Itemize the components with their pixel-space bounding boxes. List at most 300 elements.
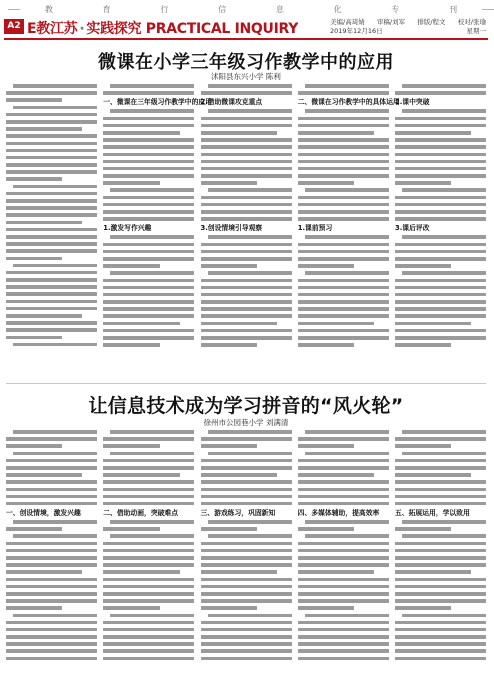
page-header [0,0,492,42]
section-heading: 2.课中突破 [395,98,430,107]
text-line [6,459,97,463]
text-line [208,452,292,456]
text-line [110,452,194,456]
text-line [402,520,486,524]
text-line [103,488,194,492]
text-line [103,657,194,661]
text-line [402,109,486,113]
text-line [298,635,389,639]
text-line [6,621,97,625]
text-line [110,235,194,239]
meta-reviewer: 审稿/刘军 [376,18,406,26]
text-line [13,430,97,434]
text-line [395,542,486,546]
text-line [201,502,292,506]
text-line [201,495,292,499]
text-line [298,131,374,135]
text-line [103,300,194,304]
text-line [6,300,97,304]
text-line [201,160,292,164]
text-line [395,145,486,149]
text-line [6,91,97,95]
text-line [298,250,389,254]
text-line [6,488,97,492]
text-line [305,109,389,113]
text-line [103,444,159,448]
text-line [395,563,486,567]
banner-char: 教 [44,5,53,14]
banner-char: 行 [160,5,169,14]
text-line [6,437,97,441]
text-line [6,336,62,340]
text-line [201,649,292,653]
article1-column [103,84,212,380]
text-line [201,196,292,200]
section-heading: 3.课后评改 [395,224,430,233]
text-line [201,480,292,484]
text-line [395,495,486,499]
text-line [6,495,97,499]
text-line [298,257,389,261]
text-line [6,235,97,239]
text-line [298,621,389,625]
text-line [103,480,194,484]
text-line [201,336,292,340]
text-line [395,160,486,164]
text-line [6,98,62,102]
text-line [103,473,179,477]
text-line [103,570,179,574]
text-line [6,328,97,332]
section-heading: 三、游戏练习，巩固新知 [200,509,276,518]
text-line [201,174,292,178]
text-line [103,649,194,653]
text-line [103,286,194,290]
text-line [395,549,486,553]
article2-column [103,430,194,686]
text-line [201,167,292,171]
text-line [298,657,389,661]
text-line [6,466,97,470]
text-line [6,192,97,196]
text-line [6,163,97,167]
section-heading: 四、多媒体辅助，提高效率 [297,509,380,518]
text-line [298,599,389,603]
text-line [201,488,292,492]
text-line [298,210,389,214]
text-line [395,257,486,261]
text-line [298,649,389,653]
text-line [395,592,486,596]
text-line [395,642,486,646]
text-line [395,556,486,560]
text-line [298,542,389,546]
text-line [201,300,292,304]
text-line [305,235,389,239]
text-line [103,628,194,632]
text-line [13,452,97,456]
text-line [395,480,486,484]
text-line [6,142,97,146]
text-line [298,153,389,157]
text-line [103,437,194,441]
text-line [6,127,82,131]
text-line [395,167,486,171]
text-line [103,153,194,157]
text-line [103,181,159,185]
page-number-badge: A2 [4,19,24,34]
text-line [103,174,194,178]
banner-char: 育 [102,5,111,14]
text-line [6,635,97,639]
text-line [395,300,486,304]
header-row [0,17,492,37]
text-line [298,527,354,531]
text-line [305,188,389,192]
text-line [201,322,277,326]
text-line [103,250,194,254]
text-line [6,199,97,203]
text-line [395,329,486,333]
text-line [395,250,486,254]
text-line [103,167,194,171]
text-line [6,657,97,661]
text-line [395,286,486,290]
text-line [395,466,486,470]
section-heading: 二、借助动画，突破难点 [103,509,179,518]
text-line [395,437,486,441]
text-line [103,495,194,499]
text-line [103,635,194,639]
section-name-en: PRACTICAL INQUIRY [145,21,299,37]
banner-char: 信 [218,5,227,14]
text-line [298,217,389,221]
text-line [298,549,389,553]
text-line [6,444,62,448]
text-line [6,170,97,174]
text-line [103,329,194,333]
text-line [201,329,292,333]
text-line [110,614,194,618]
text-line [103,293,194,297]
text-line [6,585,97,589]
article2-column [298,430,389,686]
text-line [201,257,292,261]
text-line [402,534,486,538]
text-line [201,606,257,610]
text-line [201,473,277,477]
text-line [208,520,292,524]
text-line [201,556,292,560]
text-line [6,149,97,153]
text-line [298,300,389,304]
text-line [298,167,389,171]
text-line [6,599,97,603]
text-line [6,177,62,181]
text-line [6,592,97,596]
text-line [395,217,486,221]
text-line [13,614,97,618]
text-line [201,549,292,553]
text-line [110,520,194,524]
text-line [201,131,277,135]
text-line [6,221,82,225]
text-line [201,437,292,441]
text-line [208,109,292,113]
text-line [298,592,389,596]
text-line [201,210,292,214]
text-line [395,657,486,661]
article1-body [6,84,486,380]
text-line [201,599,292,603]
text-line [395,293,486,297]
text-line [201,293,292,297]
text-line [305,520,389,524]
text-line [103,257,194,261]
text-line [103,599,194,603]
text-line [298,336,389,340]
text-line [103,210,194,214]
article2-column [395,430,486,686]
text-line [201,279,292,283]
text-line [6,321,97,325]
text-line [201,138,292,142]
section-heading: 2.借助微课攻克重点 [200,98,263,107]
text-line [201,203,292,207]
text-line [6,249,97,253]
text-line [395,599,486,603]
text-line [103,314,194,318]
text-line [103,585,194,589]
article1-column [201,84,292,380]
text-line [6,120,97,124]
section-name-cn: 实践探究 [86,21,142,37]
banner-char: 化 [333,5,342,14]
text-line [103,336,194,340]
text-line [201,527,257,531]
text-line [298,502,389,506]
text-line [6,542,97,546]
text-line [298,174,389,178]
text-line [6,134,97,138]
text-line [201,466,292,470]
text-line [103,322,179,326]
text-line [305,534,389,538]
text-line [298,181,354,185]
text-line [201,217,292,221]
text-line [13,534,97,538]
text-line [298,570,374,574]
text-line [103,642,194,646]
text-line [395,203,486,207]
text-line [298,307,389,311]
text-line [201,314,292,318]
text-line [6,228,97,232]
text-line [298,138,389,142]
text-line [395,124,486,128]
text-line [201,628,292,632]
text-line [298,488,389,492]
text-line [6,206,97,210]
text-line [103,527,159,531]
text-line [103,279,194,283]
text-line [201,307,292,311]
text-line [208,235,292,239]
issue-date: 2019年12月16日 [330,27,383,35]
text-line [208,430,292,434]
text-line [13,520,97,524]
text-line [6,314,82,318]
text-line [395,117,486,121]
text-line [395,343,451,347]
text-line [402,452,486,456]
text-line [103,243,194,247]
text-line [395,444,451,448]
text-line [103,606,159,610]
text-line [402,614,486,618]
text-line [395,488,486,492]
text-line [395,527,451,531]
text-line [395,138,486,142]
text-line [298,459,389,463]
text-line [395,635,486,639]
text-line [305,84,389,88]
text-line [298,444,354,448]
text-line [298,628,389,632]
text-line [305,271,389,275]
text-line [103,217,194,221]
text-line [6,292,97,296]
text-line [6,278,97,282]
text-line [395,210,486,214]
section-heading: 一、微课在三年级习作教学中的应用 [103,98,212,107]
banner-char: 专 [391,5,400,14]
text-line [6,271,97,275]
text-line [6,257,62,261]
text-line [298,145,389,149]
text-line [6,527,62,531]
header-meta [330,18,486,36]
text-line [6,242,97,246]
text-line [110,84,194,88]
text-line [201,459,292,463]
text-line [395,174,486,178]
text-line [6,480,97,484]
text-line [201,592,292,596]
text-line [103,549,194,553]
text-line [201,657,292,661]
text-line [201,153,292,157]
text-line [201,578,292,582]
header-rule [4,38,488,40]
text-line [201,91,292,95]
text-line [298,203,389,207]
text-line [201,585,292,589]
text-line [402,235,486,239]
header-banner [20,3,482,16]
text-line [13,343,97,347]
text-line [6,578,97,582]
text-line [208,84,292,88]
article1-column [6,84,97,380]
text-line [395,196,486,200]
text-line [298,293,389,297]
text-line [298,437,389,441]
text-line [201,250,292,254]
text-line [201,343,257,347]
text-line [6,307,97,311]
text-line [6,113,97,117]
text-line [6,556,97,560]
text-line [298,196,389,200]
text-line [103,124,194,128]
text-line [402,188,486,192]
text-line [395,649,486,653]
text-line [402,430,486,434]
text-line [103,203,194,207]
text-line [110,271,194,275]
section-separator: · [79,21,85,37]
text-line [110,534,194,538]
article1-column [297,84,400,380]
text-line [395,153,486,157]
text-line [103,343,159,347]
section-heading: 3.创设情境引导观察 [200,224,263,233]
text-line [402,271,486,275]
text-line [201,124,292,128]
text-line [6,570,82,574]
text-line [201,570,277,574]
text-line [298,642,389,646]
text-line [201,117,292,121]
text-line [298,279,389,283]
issue-weekday: 星期一 [466,27,486,35]
section-heading: 1.课前预习 [297,224,333,233]
text-line [395,578,486,582]
text-line [201,563,292,567]
section-heading: 一、创设情境，激发兴趣 [6,509,81,518]
text-line [395,181,451,185]
text-line [298,563,389,567]
text-line [395,628,486,632]
article1-byline: 沭阳县东兴小学 陈利 [211,72,281,81]
text-line [395,459,486,463]
text-line [298,606,354,610]
text-line [201,145,292,149]
text-line [13,185,97,189]
text-line [13,84,97,88]
text-line [201,286,292,290]
text-line [298,264,354,268]
text-line [13,106,97,110]
text-line [395,264,451,268]
text-line [298,117,389,121]
text-line [103,502,194,506]
text-line [201,181,257,185]
text-line [6,473,82,477]
text-line [298,343,354,347]
article2-column [201,430,292,686]
text-line [6,156,97,160]
text-line [298,160,389,164]
text-line [103,307,194,311]
text-line [402,84,486,88]
article1-title: 微课在小学三年级习作教学中的应用 [98,52,394,73]
text-line [298,473,374,477]
text-line [395,570,471,574]
text-line [395,473,471,477]
text-line [103,542,194,546]
